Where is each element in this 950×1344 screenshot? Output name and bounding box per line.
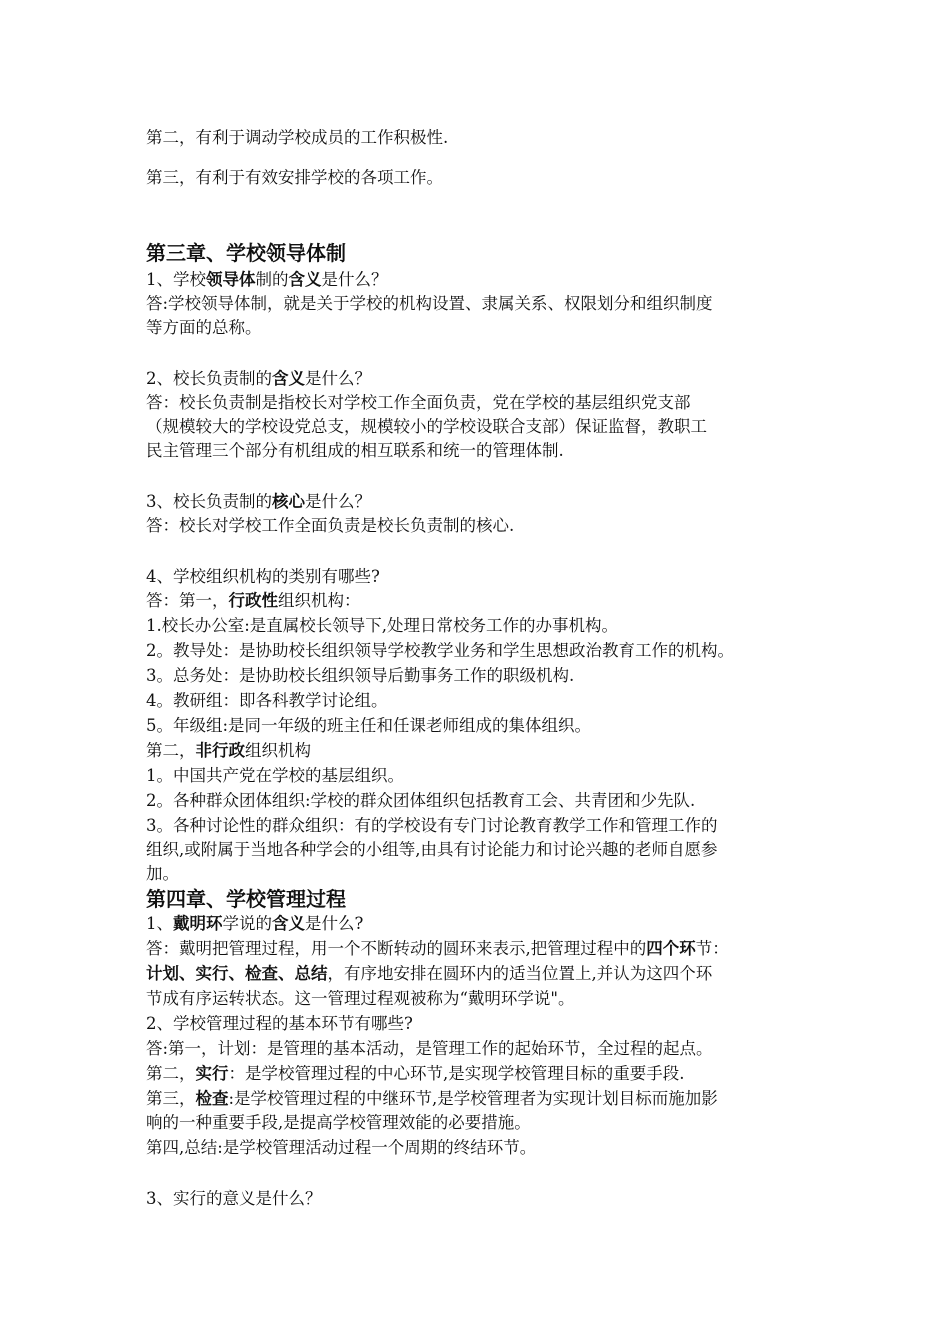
chapter-4-title: 第四章、学校管理过程 [146,887,346,911]
ch3-answer-4-first: 答：第一，行政性组织机构： [146,591,361,610]
chapter-3-title: 第三章、学校领导体制 [146,241,346,265]
ch4-answer-2-line-4: 响的一种重要手段,是提高学校管理效能的必要措施。 [146,1113,531,1132]
list-item: 5。年级组:是同一年级的班主任和任课老师组成的集体组织。 [146,716,592,735]
ch4-answer-1-line-1: 答：戴明把管理过程，用一个不断转动的圆环来表示,把管理过程中的四个环节： [146,939,729,958]
ch3-question-4: 4、学校组织机构的类别有哪些? [146,567,380,586]
list-item: 加。 [146,864,179,883]
ch3-answer-1-line-2: 等方面的总称。 [146,318,262,337]
intro-line-2: 第三，有利于有效安排学校的各项工作。 [146,168,443,187]
list-item: 4。教研组：即各科教学讨论组。 [146,691,388,710]
list-item: 2。教导处：是协助校长组织领导学校教学业务和学生思想政治教育工作的机构。 [146,641,734,660]
ch4-answer-2-line-3: 第三，检查:是学校管理过程的中继环节,是学校管理者为实现计划目标而施加影 [146,1089,718,1108]
intro-line-1: 第二，有利于调动学校成员的工作积极性. [146,128,449,147]
list-item: 1。中国共产党在学校的基层组织。 [146,766,404,785]
list-item: 2。各种群众团体组织:学校的群众团体组织包括教育工会、共青团和少先队. [146,791,696,810]
list-item: 3。各种讨论性的群众组织：有的学校设有专门讨论教育教学工作和管理工作的 [146,816,718,835]
ch4-question-1: 1、戴明环学说的含义是什么? [146,914,364,933]
ch3-answer-2-line-3: 民主管理三个部分有机组成的相互联系和统一的管理体制. [146,441,564,460]
ch4-answer-1-line-3: 节成有序运转状态。这一管理过程观被称为“戴明环学说"。 [146,989,575,1008]
ch4-question-3: 3、实行的意义是什么？ [146,1189,322,1208]
ch4-answer-1-line-2: 计划、实行、检查、总结，有序地安排在圆环内的适当位置上,并认为这四个环 [146,964,713,983]
ch3-question-1: 1、学校领导体制的含义是什么？ [146,270,388,289]
list-item: 1.校长办公室:是直属校长领导下,处理日常校务工作的办事机构。 [146,616,619,635]
ch3-answer-2-line-1: 答：校长负责制是指校长对学校工作全面负责，党在学校的基层组织党支部 [146,393,691,412]
ch3-question-3: 3、校长负责制的核心是什么？ [146,492,371,511]
ch3-question-2: 2、校长负责制的含义是什么？ [146,369,371,388]
ch3-answer-1-line-1: 答:学校领导体制，就是关于学校的机构设置、隶属关系、权限划分和组织制度 [146,294,713,313]
ch3-answer-4-second: 第二，非行政组织机构 [146,741,311,760]
ch4-answer-2-line-1: 答:第一，计划：是管理的基本活动，是管理工作的起始环节，全过程的起点。 [146,1039,713,1058]
ch4-answer-2-line-5: 第四,总结:是学校管理活动过程一个周期的终结环节。 [146,1138,537,1157]
ch4-answer-2-line-2: 第二，实行：是学校管理过程的中心环节,是实现学校管理目标的重要手段. [146,1064,685,1083]
list-item: 组织,或附属于当地各种学会的小组等,由具有讨论能力和讨论兴趣的老师自愿参 [146,840,718,859]
list-item: 3。总务处：是协助校长组织领导后勤事务工作的职级机构. [146,666,575,685]
ch3-answer-3: 答：校长对学校工作全面负责是校长负责制的核心. [146,516,515,535]
ch3-answer-2-line-2: （规模较大的学校设党总支，规模较小的学校设联合支部）保证监督，教职工 [146,417,707,436]
ch4-question-2: 2、学校管理过程的基本环节有哪些? [146,1014,413,1033]
